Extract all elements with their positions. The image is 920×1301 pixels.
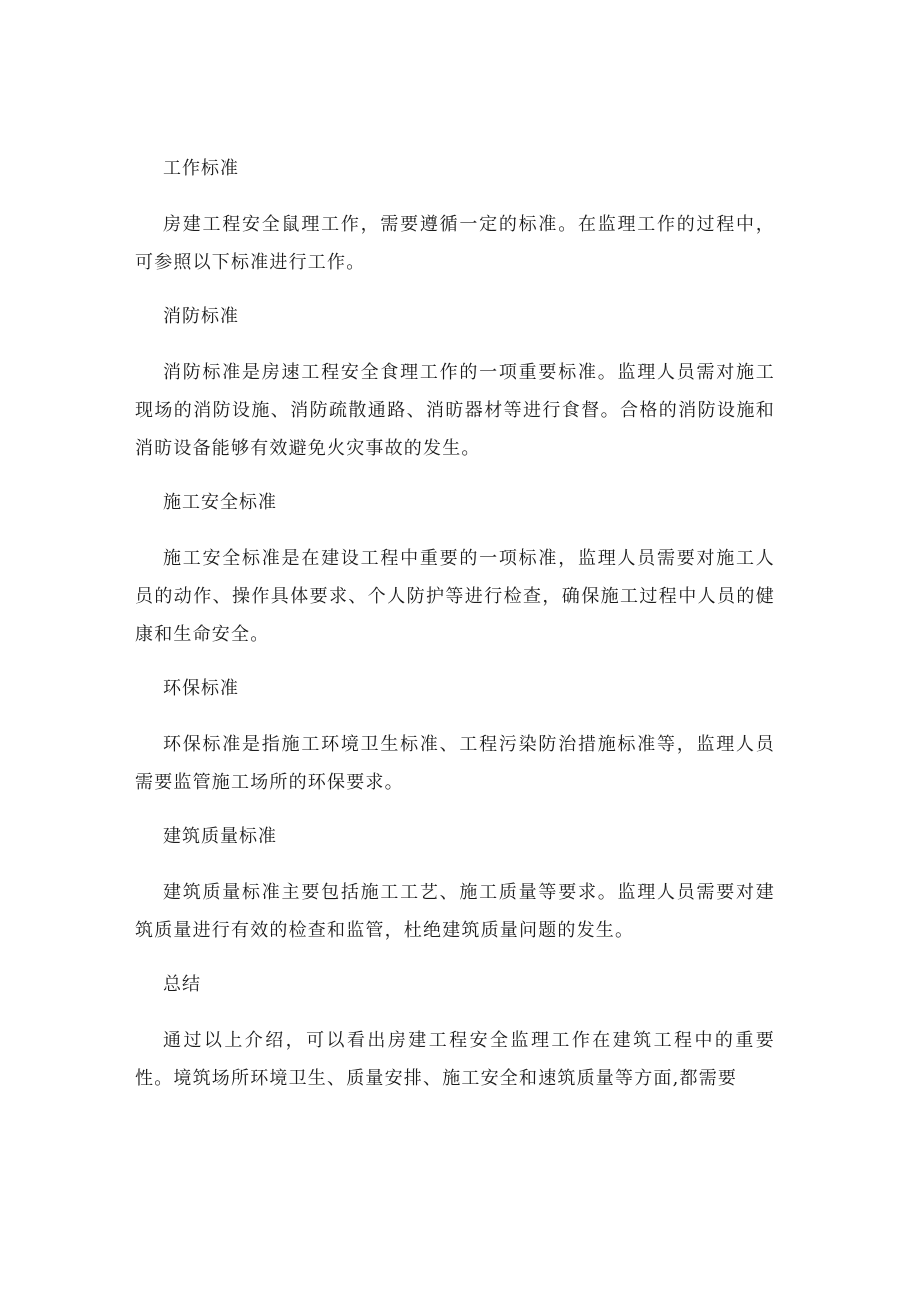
section-heading-work-standard: 工作标准 xyxy=(163,158,239,179)
section-heading-fire-standard: 消防标准 xyxy=(163,306,239,327)
document-body xyxy=(135,150,775,1098)
section-heading-building-quality: 建筑质量标准 xyxy=(163,826,277,847)
section-paragraph-construction-safety: 施工安全标准是在建设工程中重要的一项标准，监理人员需要对施工人员的动作、操作具体要求、个人防护等进行检查，确保施工过程中人员的健康和生命安全。 xyxy=(135,548,775,645)
section-paragraph-summary: 通过以上介绍，可以看出房建工程安全监理工作在建筑工程中的重要性。境筑场所环境卫生、质量安排、施工安全和速筑质量等方面,都需要 xyxy=(135,1030,775,1089)
section-heading-summary: 总结 xyxy=(163,974,201,995)
section-paragraph-environment: 环保标准是指施工环境卫生标准、工程污染防治措施标准等，监理人员需要监管施工场所的环保要求。 xyxy=(135,734,775,793)
section-heading-construction-safety: 施工安全标准 xyxy=(163,492,277,513)
section-paragraph-work-standard: 房建工程安全鼠理工作，需要遵循一定的标准。在监理工作的过程中，可参照以下标准进行工作。 xyxy=(135,214,775,273)
section-paragraph-building-quality: 建筑质量标准主要包括施工工艺、施工质量等要求。监理人员需要对建筑质量进行有效的检查和监管，杜绝建筑质量问题的发生。 xyxy=(135,882,775,941)
section-heading-environment: 环保标准 xyxy=(163,678,239,699)
section-paragraph-fire-standard: 消防标准是房速工程安全食理工作的一项重要标准。监理人员需对施工现场的消防设施、消防疏散通路、消昉器材等进行食督。合格的消防设施和消昉设备能够有效避免火灾事故的发生。 xyxy=(135,362,775,459)
